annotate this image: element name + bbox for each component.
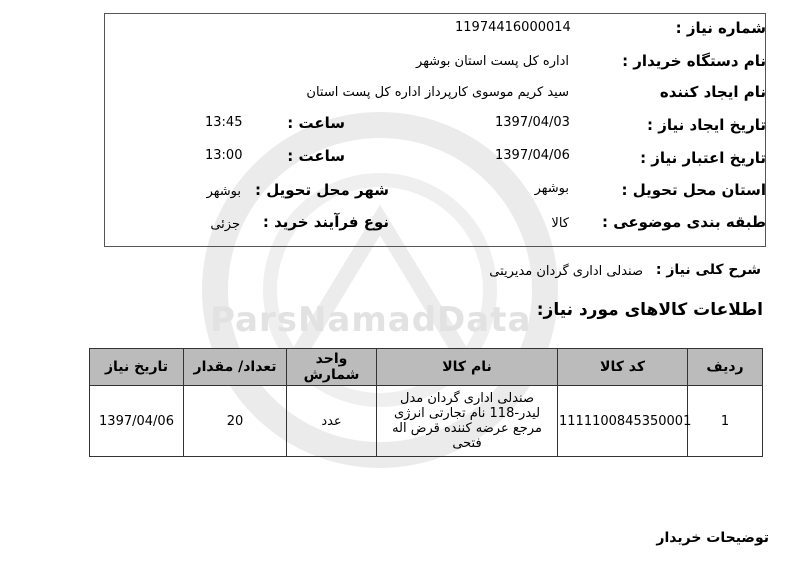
header-unit: واحد شمارش xyxy=(287,349,377,386)
need-number-value: 11974416000014 xyxy=(455,20,571,35)
created-date-label: تاریخ ایجاد نیاز : xyxy=(647,116,766,134)
header-item-name: نام کالا xyxy=(377,349,558,386)
cell-quantity: 20 xyxy=(184,386,287,457)
created-time-label: ساعت : xyxy=(287,114,345,132)
process-type-value: جزئی xyxy=(210,217,240,232)
category-value: کالا xyxy=(551,216,569,231)
cell-need-date: 1397/04/06 xyxy=(90,386,184,457)
category-label: طبقه بندی موضوعی : xyxy=(602,213,766,231)
created-date-value: 1397/04/03 xyxy=(495,115,570,130)
valid-time-label: ساعت : xyxy=(287,147,345,165)
created-time-value: 13:45 xyxy=(205,115,243,130)
buyer-notes-label: توضیحات خریدار xyxy=(656,530,769,546)
valid-time-value: 13:00 xyxy=(205,148,243,163)
process-type-label: نوع فرآیند خرید : xyxy=(262,213,389,231)
need-number-label: شماره نیاز : xyxy=(675,19,766,37)
general-desc-label: شرح کلی نیاز : xyxy=(655,262,761,278)
delivery-province-label: استان محل تحویل : xyxy=(621,181,766,199)
items-table xyxy=(89,348,763,457)
valid-date-value: 1397/04/06 xyxy=(495,148,570,163)
buyer-org-label: نام دستگاه خریدار : xyxy=(622,52,766,70)
delivery-city-label: شهر محل تحویل : xyxy=(254,181,389,199)
creator-label: نام ایجاد کننده xyxy=(659,83,766,101)
header-item-code: کد کالا xyxy=(558,349,688,386)
cell-item-code: 1111100845350001 xyxy=(558,386,688,457)
cell-item-name: صندلی اداری گردان مدل لیدر-118 نام تجارتی انرژی مرجع عرضه کننده قرض اله فتحی xyxy=(377,386,558,457)
buyer-org-value: اداره کل پست استان بوشهر xyxy=(416,54,569,69)
watermark-text: ParsNamadData xyxy=(210,300,532,340)
header-quantity: تعداد/ مقدار xyxy=(184,349,287,386)
table-header-row xyxy=(90,349,763,386)
creator-value: سید کریم موسوی کارپرداز اداره کل پست استان xyxy=(306,85,569,100)
header-need-date: تاریخ نیاز xyxy=(90,349,184,386)
general-desc-value: صندلی اداری گردان مدیریتی xyxy=(489,264,643,279)
cell-unit: عدد xyxy=(287,386,377,457)
delivery-city-value: بوشهر xyxy=(206,184,241,199)
valid-date-label: تاریخ اعتبار نیاز : xyxy=(640,149,766,167)
table-row xyxy=(90,386,763,457)
delivery-province-value: بوشهر xyxy=(534,181,569,196)
header-row-number: ردیف xyxy=(688,349,763,386)
items-section-title: اطلاعات کالاهای مورد نیاز: xyxy=(536,300,763,320)
cell-row-number: 1 xyxy=(688,386,763,457)
